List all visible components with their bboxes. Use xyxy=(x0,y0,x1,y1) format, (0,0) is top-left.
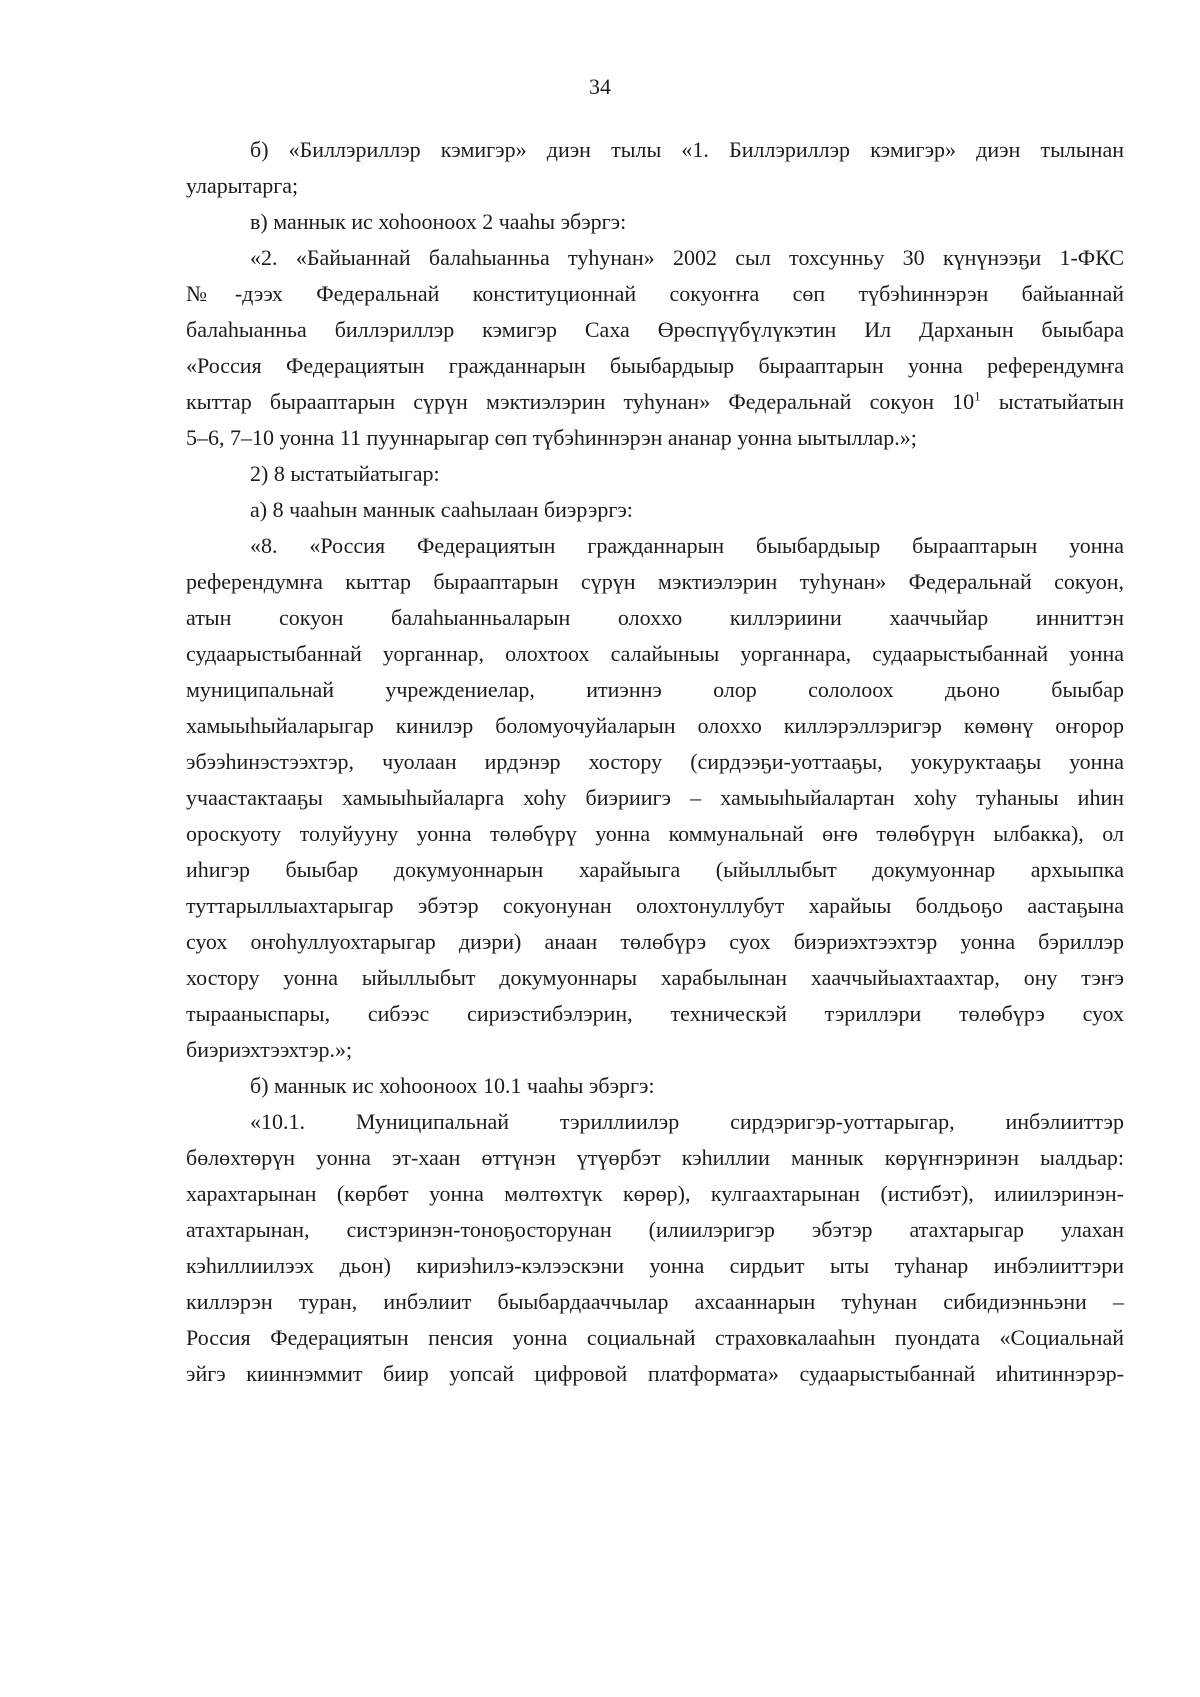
line-tail: ыстатыйатын xyxy=(980,389,1124,414)
line-text: кыттар бырааптарын сүрүн мэктиэлэрин туһунан» Федеральнай сокуон 10 xyxy=(186,389,975,414)
text-line: муниципальнай учреждениелар, итиэннэ олор сололоох дьоно быыбар xyxy=(186,677,1124,702)
text-line: в) маннык ис хоһооноох 2 чааһы эбэргэ: xyxy=(250,209,627,234)
text-line: тырааныспары, сибээс сириэстибэлэрин, техническэй тэриллэри төлөбүрэ суох xyxy=(186,1001,1124,1026)
text-line: «2. «Байыаннай балаһыанньа туһунан» 2002 сыл тохсунньу 30 күнүнээҕи 1-ФКС xyxy=(250,245,1124,270)
text-line: хостору уонна ыйыллыбыт докумуоннары харабылынан хааччыйыахтаахтар, ону тэҥэ xyxy=(186,965,1124,990)
text-line: атахтарынан, систэринэн-тоноҕосторунан (илиилэригэр эбэтэр атахтарыгар улахан xyxy=(186,1217,1124,1242)
text-line: 5–6, 7–10 уонна 11 пууннарыгар сөп түбэһиннэрэн ананар уонна ыытыллар.»; xyxy=(186,425,917,450)
text-line: референдумҥа кыттар бырааптарын сүрүн мэктиэлэрин туһунан» Федеральнай сокуон, xyxy=(186,569,1124,594)
text-line: харахтарынан (көрбөт уонна мөлтөхтүк көрөр), кулгаахтарынан (истибэт), илиилэринэн- xyxy=(186,1181,1124,1206)
text-line: эбээһинэстээхтэр, чуолаан ирдэнэр хостору (сирдээҕи-уоттааҕы, уокуруктааҕы уонна xyxy=(186,749,1124,774)
text-line: киллэрэн туран, инбэлиит быыбардааччылар ахсааннарын туһунан сибидиэнньэни – xyxy=(186,1289,1124,1314)
text-line: ороскуоту толуйууну уонна төлөбүрү уонна коммунальнай өҥө төлөбүрүн ылбакка), ол xyxy=(186,821,1124,846)
text-line: балаһыанньа биллэриллэр кэмигэр Саха Өрөспүүбүлүкэтин Ил Дарханын быыбара xyxy=(186,317,1124,342)
text-line: туттарыллыахтарыгар эбэтэр сокуонунан олохтонуллубут харайыы болдьоҕо аастаҕына xyxy=(186,893,1124,918)
text-line: бөлөхтөрүн уонна эт-хаан өттүнэн үтүөрбэт кэһиллии маннык көрүҥнэринэн ыалдьар: xyxy=(186,1145,1124,1170)
text-line: б) «Биллэриллэр кэмигэр» диэн тылы «1. Биллэриллэр кэмигэр» диэн тылынан xyxy=(250,137,1124,162)
text-line: «8. «Россия Федерациятын гражданнарын быыбардыыр бырааптарын уонна xyxy=(250,533,1124,558)
document-body xyxy=(186,132,1124,1392)
text-line: №-дээх Федеральнай конституционнай сокуоҥҥа сөп түбэһиннэрэн байыаннай xyxy=(186,281,1124,306)
text-line: «10.1. Муниципальнай тэриллиилэр сирдэригэр-уоттарыгар, инбэлииттэр xyxy=(250,1109,1124,1134)
superscript: 1 xyxy=(974,388,981,404)
text-line: уларытарга; xyxy=(186,173,299,198)
text-line: Россия Федерациятын пенсия уонна социальнай страховкалааһын пуондата «Социальнай xyxy=(186,1325,1124,1350)
text-line: эйгэ кииннэммит биир уопсай цифровой платформата» судаарыстыбаннай иһитиннэрэр- xyxy=(186,1361,1124,1386)
text-line-with-superscript xyxy=(186,384,1124,420)
text-line: а) 8 чааһын маннык сааһылаан биэрэргэ: xyxy=(250,497,633,522)
text-line: 2) 8 ыстатыйатыгар: xyxy=(250,461,440,486)
text-line: кэһиллиилээх дьон) кириэһилэ-кэлээскэни уонна сирдьит ыты туһанар инбэлииттэри xyxy=(186,1253,1124,1278)
text-line: иһигэр быыбар докумуоннарын харайыыга (ыйыллыбыт докумуоннар архыыпка xyxy=(186,857,1124,882)
text-line: атын сокуон балаһыанньаларын олоххо киллэриини хааччыйар инниттэн xyxy=(186,605,1124,630)
text-line: судаарыстыбаннай уорганнар, олохтоох салайыныы уорганнара, судаарыстыбаннай уонна xyxy=(186,641,1124,666)
text-line: б) маннык ис хоһооноох 10.1 чааһы эбэргэ: xyxy=(250,1073,655,1098)
text-line: «Россия Федерациятын гражданнарын быыбардыыр бырааптарын уонна референдумҥа xyxy=(186,353,1124,378)
page-number: 34 xyxy=(589,74,611,99)
text-line: биэриэхтээхтэр.»; xyxy=(186,1037,353,1062)
text-line: учаастактааҕы хамыыһыйаларга хоһу биэриигэ – хамыыһыйалартан хоһу туһаныы иһин xyxy=(186,785,1124,810)
text-line: хамыыһыйаларыгар кинилэр боломуочуйаларын олоххо киллэрэллэригэр көмөнү оҥорор xyxy=(186,713,1124,738)
text-line: суох оҥоһуллуохтарыгар диэри) анаан төлөбүрэ суох биэриэхтээхтэр уонна бэриллэр xyxy=(186,929,1124,954)
